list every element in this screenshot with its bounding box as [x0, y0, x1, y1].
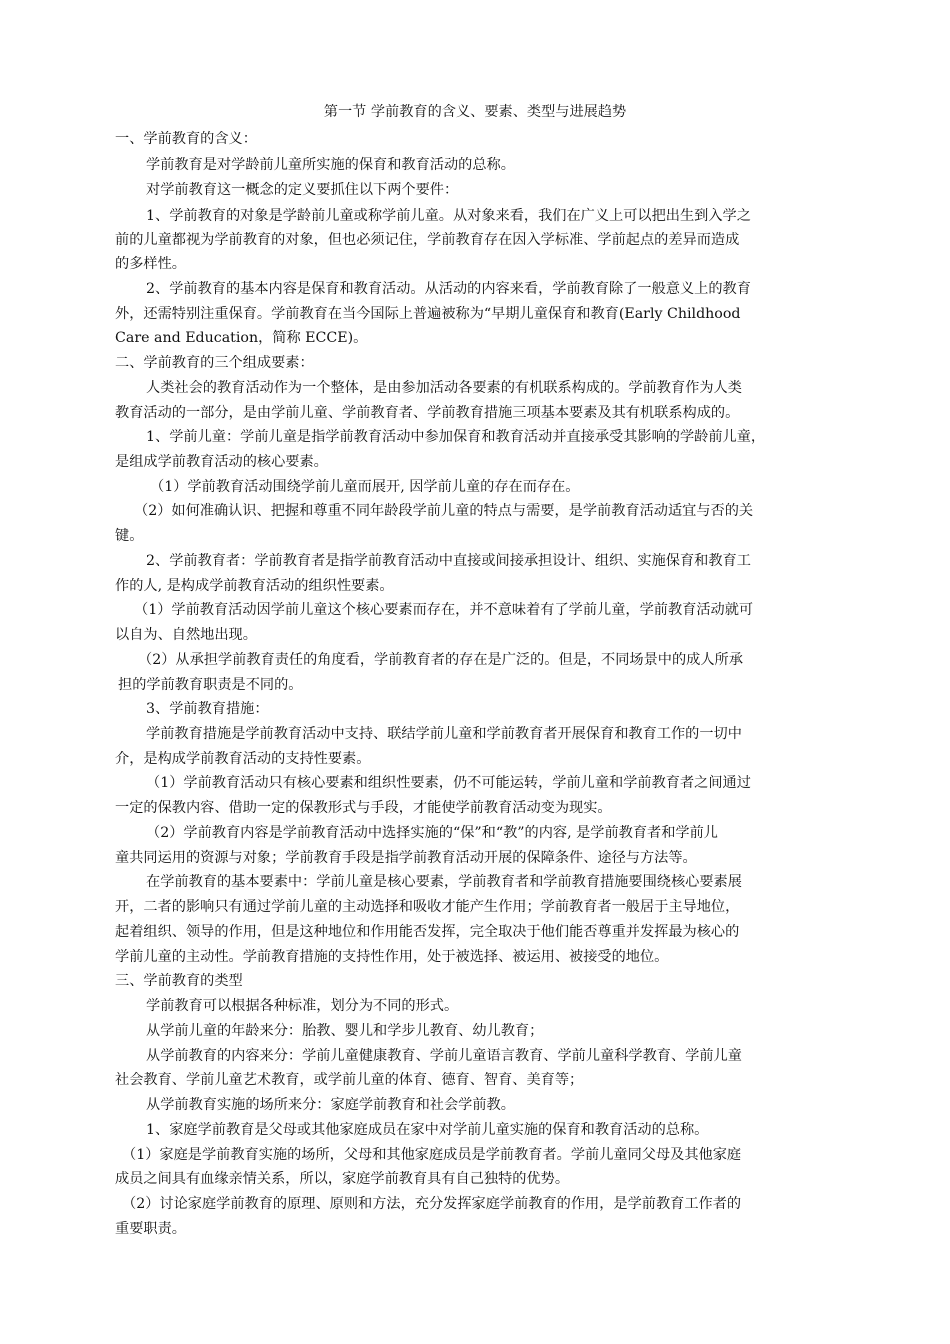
paragraph-line: （2）如何准确认识、把握和尊重不同年龄段学前儿童的特点与需要，是学前教育活动适宜与否的关	[134, 503, 754, 519]
paragraph-line: 1、家庭学前教育是父母或其他家庭成员在家中对学前儿童实施的保育和教育活动的总称。	[146, 1122, 709, 1138]
paragraph-line: 3、学前教育措施：	[146, 701, 269, 717]
paragraph-line: 教育活动的一部分，是由学前儿童、学前教育者、学前教育措施三项基本要素及其有机联系构成的。	[115, 405, 740, 421]
paragraph-line: 重要职责。	[115, 1221, 186, 1237]
paragraph-line: 从学前教育实施的场所来分：家庭学前教育和社会学前教。	[146, 1097, 515, 1113]
paragraph-line: 童共同运用的资源与对象；学前教育手段是指学前教育活动开展的保障条件、途径与方法等。	[115, 850, 697, 866]
paragraph-line: Care and Education，简称 ECCE)。	[115, 330, 368, 346]
paragraph-line: 开，二者的影响只有通过学前儿童的主动选择和吸收才能产生作用；学前教育者一般居于主导地位，	[115, 899, 740, 915]
paragraph-line: 作的人, 是构成学前教育活动的组织性要素。	[115, 578, 394, 594]
paragraph-line: 1、学前儿童：学前儿童是指学前教育活动中参加保育和教育活动并直接承受其影响的学龄前儿童，	[146, 429, 766, 445]
paragraph-line: 学前儿童的主动性。学前教育措施的支持性作用，处于被选择、被运用、被接受的地位。	[115, 949, 669, 965]
paragraph-line: （2）从承担学前教育责任的角度看，学前教育者的存在是广泛的。但是，不同场景中的成人所承	[138, 652, 743, 668]
paragraph-line: （1）家庭是学前教育实施的场所，父母和其他家庭成员是学前教育者。学前儿童同父母及其他家庭	[122, 1147, 742, 1163]
paragraph-line: 1、学前教育的对象是学龄前儿童或称学前儿童。从对象来看，我们在广义上可以把出生到入学之	[146, 208, 751, 224]
paragraph-line: 2、学前教育的基本内容是保育和教育活动。从活动的内容来看，学前教育除了一般意义上的教育	[146, 281, 751, 297]
paragraph-line: 学前教育措施是学前教育活动中支持、联结学前儿童和学前教育者开展保育和教育工作的一切中	[146, 726, 742, 742]
paragraph-line: 社会教育、学前儿童艺术教育，或学前儿童的体育、德育、智育、美育等；	[115, 1072, 584, 1088]
paragraph-line: 键。	[115, 528, 144, 544]
paragraph-line: （1）学前教育活动因学前儿童这个核心要素而存在，并不意味着有了学前儿童，学前教育活动就可	[134, 602, 754, 618]
paragraph-line: 成员之间具有血缘亲情关系，所以，家庭学前教育具有自己独特的优势。	[115, 1171, 570, 1187]
paragraph-line: （2）学前教育内容是学前教育活动中选择实施的“保”和“教”的内容, 是学前教育者和学前儿	[146, 825, 718, 841]
paragraph-line: 的多样性。	[115, 256, 186, 272]
paragraph-line: （1）学前教育活动只有核心要素和组织性要素，仍不可能运转，学前儿童和学前教育者之间通过	[146, 775, 751, 791]
paragraph-line: 学前教育可以根据各种标准，划分为不同的形式。	[146, 998, 459, 1014]
paragraph-line: 介，是构成学前教育活动的支持性要素。	[115, 751, 371, 767]
paragraph-line: 从学前教育的内容来分：学前儿童健康教育、学前儿童语言教育、学前儿童科学教育、学前儿童	[146, 1048, 742, 1064]
paragraph-line: 学前教育是对学龄前儿童所实施的保育和教育活动的总称。	[146, 157, 515, 173]
paragraph-line: 前的儿童都视为学前教育的对象，但也必须记住，学前教育存在因入学标准、学前起点的差异而造成	[115, 232, 740, 248]
paragraph-line: （1）学前教育活动围绕学前儿童而展开, 因学前儿童的存在而存在。	[150, 479, 580, 495]
heading-1: 一、学前教育的含义：	[115, 131, 257, 147]
paragraph-line: 是组成学前教育活动的核心要素。	[115, 454, 328, 470]
section-title: 第一节 学前教育的含义、要素、类型与进展趋势	[323, 104, 627, 120]
paragraph-line: 起着组织、领导的作用，但是这种地位和作用能否发挥，完全取决于他们能否尊重并发挥最为核心的	[115, 924, 740, 940]
paragraph-line: 担的学前教育职责是不同的。	[118, 677, 303, 693]
paragraph-line: 外，还需特别注重保育。学前教育在当今国际上普遍被称为“早期儿童保育和教育(Early Childhood	[115, 306, 741, 322]
paragraph-line: （2）讨论家庭学前教育的原理、原则和方法，充分发挥家庭学前教育的作用，是学前教育工作者的	[122, 1196, 742, 1212]
paragraph-line: 从学前儿童的年龄来分：胎教、婴儿和学步儿教育、幼儿教育；	[146, 1023, 544, 1039]
paragraph-line: 在学前教育的基本要素中：学前儿童是核心要素，学前教育者和学前教育措施要围绕核心要素展	[146, 874, 742, 890]
paragraph-line: 一定的保教内容、借助一定的保教形式与手段，才能使学前教育活动变为现实。	[115, 800, 612, 816]
paragraph-line: 2、学前教育者：学前教育者是指学前教育活动中直接或间接承担设计、组织、实施保育和教育工	[146, 553, 751, 569]
paragraph-line: 对学前教育这一概念的定义要抓住以下两个要件：	[146, 182, 459, 198]
heading-3: 三、学前教育的类型	[115, 973, 243, 989]
paragraph-line: 以自为、自然地出现。	[115, 627, 257, 643]
paragraph-line: 人类社会的教育活动作为一个整体，是由参加活动各要素的有机联系构成的。学前教育作为人类	[146, 380, 742, 396]
heading-2: 二、学前教育的三个组成要素：	[115, 355, 314, 371]
